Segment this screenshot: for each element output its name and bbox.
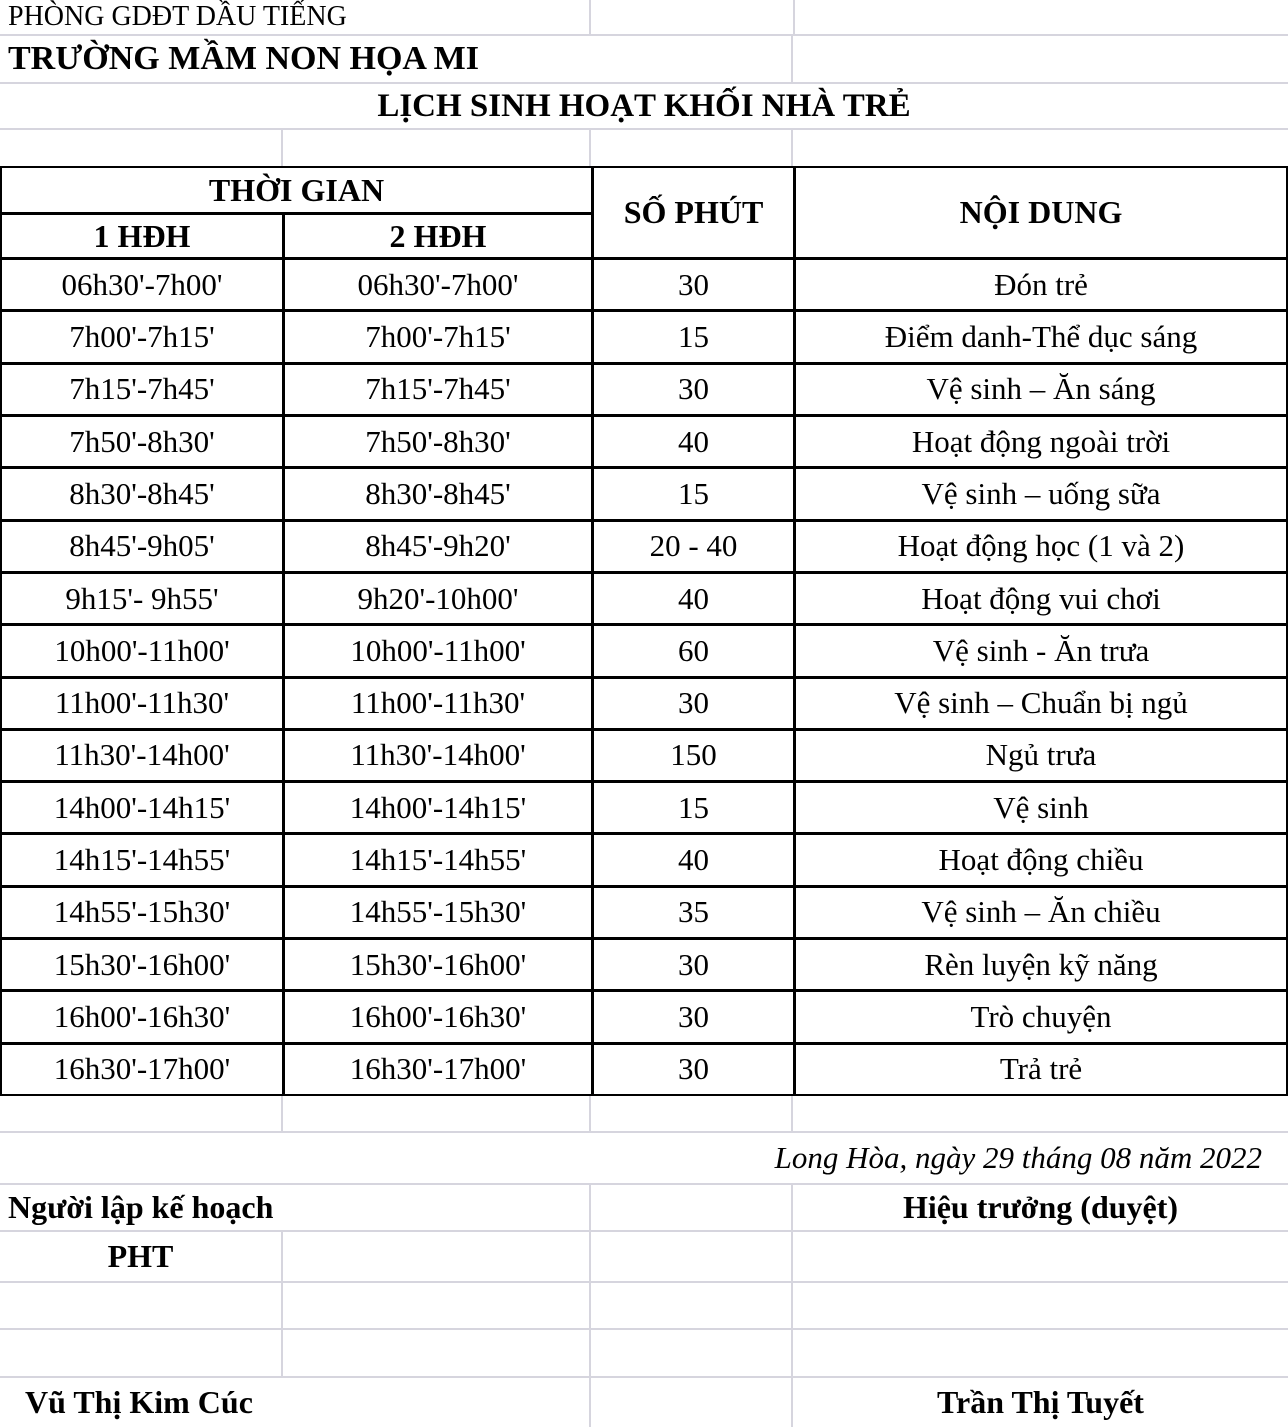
empty-cell — [283, 130, 591, 166]
time-2hdh-cell: 11h30'-14h00' — [285, 731, 591, 780]
empty-cell — [591, 1330, 793, 1378]
time-1hdh-cell: 11h00'-11h30' — [2, 679, 282, 728]
content-cell: Hoạt động chiều — [796, 835, 1286, 884]
time-1hdh-cell: 16h30'-17h00' — [2, 1045, 282, 1094]
content-cell: Vệ sinh – Ăn chiều — [796, 888, 1286, 937]
time-1hdh-cell: 06h30'-7h00' — [2, 260, 282, 309]
minutes-cell: 30 — [594, 992, 793, 1041]
empty-cell — [0, 1096, 283, 1133]
time-1hdh-cell: 15h30'-16h00' — [2, 940, 282, 989]
column-header-1hdh: 1 HĐH — [2, 215, 282, 257]
content-cell: Ngủ trưa — [796, 731, 1286, 780]
spacer-row-bottom — [0, 1096, 1288, 1133]
time-1hdh-cell: 10h00'-11h00' — [2, 626, 282, 675]
page-title: LỊCH SINH HOẠT KHỐI NHÀ TRẺ — [0, 84, 1288, 130]
planner-subrole-label: PHT — [0, 1232, 283, 1283]
planner-role-label: Người lập kế hoạch — [0, 1185, 591, 1232]
time-2hdh-cell: 11h00'-11h30' — [285, 679, 591, 728]
time-2hdh-cell: 7h15'-7h45' — [285, 365, 591, 414]
empty-cell — [591, 130, 793, 166]
time-1hdh-cell: 7h15'-7h45' — [2, 365, 282, 414]
time-1hdh-cell: 14h55'-15h30' — [2, 888, 282, 937]
signature-space-row — [0, 1330, 1288, 1378]
title-row — [0, 84, 1288, 130]
content-cell: Hoạt động vui chơi — [796, 574, 1286, 623]
content-cell: Trò chuyện — [796, 992, 1286, 1041]
signature-role-row — [0, 1185, 1288, 1232]
time-1hdh-cell: 8h30'-8h45' — [2, 469, 282, 518]
column-header-2hdh: 2 HĐH — [285, 215, 591, 257]
time-2hdh-cell: 7h50'-8h30' — [285, 417, 591, 466]
header-row-school — [0, 36, 1288, 84]
empty-cell — [793, 1283, 1288, 1330]
content-cell: Điểm danh-Thể dục sáng — [796, 312, 1286, 361]
empty-cell — [591, 1185, 793, 1232]
minutes-cell: 15 — [594, 469, 793, 518]
time-2hdh-cell: 14h15'-14h55' — [285, 835, 591, 884]
time-1hdh-cell: 11h30'-14h00' — [2, 731, 282, 780]
minutes-cell: 40 — [594, 574, 793, 623]
content-cell: Hoạt động ngoài trời — [796, 417, 1286, 466]
date-row — [0, 1133, 1288, 1185]
header-row-department — [0, 0, 1288, 36]
empty-cell — [591, 0, 795, 36]
empty-cell — [0, 130, 283, 166]
empty-cell — [793, 1096, 1288, 1133]
time-2hdh-cell: 14h55'-15h30' — [285, 888, 591, 937]
time-2hdh-cell: 8h45'-9h20' — [285, 522, 591, 571]
empty-cell — [795, 0, 1288, 36]
minutes-cell: 150 — [594, 731, 793, 780]
time-2hdh-cell: 10h00'-11h00' — [285, 626, 591, 675]
signature-name-row — [0, 1378, 1288, 1427]
minutes-cell: 30 — [594, 940, 793, 989]
column-header-minutes: SỐ PHÚT — [594, 168, 793, 257]
empty-cell — [283, 1330, 591, 1378]
time-2hdh-cell: 06h30'-7h00' — [285, 260, 591, 309]
minutes-cell: 30 — [594, 365, 793, 414]
empty-cell — [793, 130, 1288, 166]
empty-cell — [591, 1096, 793, 1133]
minutes-cell: 30 — [594, 679, 793, 728]
empty-cell — [591, 1283, 793, 1330]
minutes-cell: 40 — [594, 835, 793, 884]
minutes-cell: 15 — [594, 312, 793, 361]
time-1hdh-cell: 9h15'- 9h55' — [2, 574, 282, 623]
time-2hdh-cell: 16h30'-17h00' — [285, 1045, 591, 1094]
time-2hdh-cell: 7h00'-7h15' — [285, 312, 591, 361]
empty-cell — [283, 1232, 591, 1283]
empty-cell — [591, 1232, 793, 1283]
content-cell: Đón trẻ — [796, 260, 1286, 309]
department-name: PHÒNG GDĐT DẦU TIẾNG — [0, 0, 591, 36]
principal-name: Trần Thị Tuyết — [937, 1384, 1144, 1420]
time-1hdh-cell: 7h50'-8h30' — [2, 417, 282, 466]
content-cell: Vệ sinh – Chuẩn bị ngủ — [796, 679, 1286, 728]
minutes-cell: 15 — [594, 783, 793, 832]
empty-cell — [793, 1330, 1288, 1378]
minutes-cell: 30 — [594, 260, 793, 309]
content-cell: Rèn luyện kỹ năng — [796, 940, 1286, 989]
time-2hdh-cell: 9h20'-10h00' — [285, 574, 591, 623]
minutes-cell: 20 - 40 — [594, 522, 793, 571]
minutes-cell: 30 — [594, 1045, 793, 1094]
spacer-row-top — [0, 130, 1288, 166]
content-cell: Trả trẻ — [796, 1045, 1286, 1094]
signature-space-row — [0, 1283, 1288, 1330]
time-2hdh-cell: 15h30'-16h00' — [285, 940, 591, 989]
time-2hdh-cell: 8h30'-8h45' — [285, 469, 591, 518]
planner-name: Vũ Thị Kim Cúc — [0, 1378, 591, 1427]
minutes-cell: 40 — [594, 417, 793, 466]
empty-cell — [793, 36, 1288, 84]
column-header-time-group: THỜI GIAN — [2, 168, 591, 212]
content-cell: Hoạt động học (1 và 2) — [796, 522, 1286, 571]
empty-cell — [0, 1330, 283, 1378]
date-line: Long Hòa, ngày 29 tháng 08 năm 2022 — [0, 1133, 1288, 1185]
time-1hdh-cell: 14h00'-14h15' — [2, 783, 282, 832]
minutes-cell: 35 — [594, 888, 793, 937]
minutes-cell: 60 — [594, 626, 793, 675]
content-cell: Vệ sinh – Ăn sáng — [796, 365, 1286, 414]
time-1hdh-cell: 14h15'-14h55' — [2, 835, 282, 884]
time-1hdh-cell: 7h00'-7h15' — [2, 312, 282, 361]
time-2hdh-cell: 14h00'-14h15' — [285, 783, 591, 832]
content-cell: Vệ sinh - Ăn trưa — [796, 626, 1286, 675]
empty-cell — [0, 1283, 283, 1330]
time-2hdh-cell: 16h00'-16h30' — [285, 992, 591, 1041]
principal-role-label: Hiệu trưởng (duyệt) — [793, 1185, 1288, 1232]
empty-cell — [283, 1283, 591, 1330]
planner-subrole-row — [0, 1232, 1288, 1283]
content-cell: Vệ sinh – uống sữa — [796, 469, 1286, 518]
school-name: TRƯỜNG MẦM NON HỌA MI — [0, 36, 793, 84]
time-1hdh-cell: 8h45'-9h05' — [2, 522, 282, 571]
time-1hdh-cell: 16h00'-16h30' — [2, 992, 282, 1041]
schedule-table — [0, 166, 1288, 1096]
content-cell: Vệ sinh — [796, 783, 1286, 832]
column-header-content: NỘI DUNG — [796, 168, 1286, 257]
empty-cell — [793, 1232, 1288, 1283]
empty-cell — [283, 1096, 591, 1133]
empty-cell — [591, 1378, 793, 1427]
